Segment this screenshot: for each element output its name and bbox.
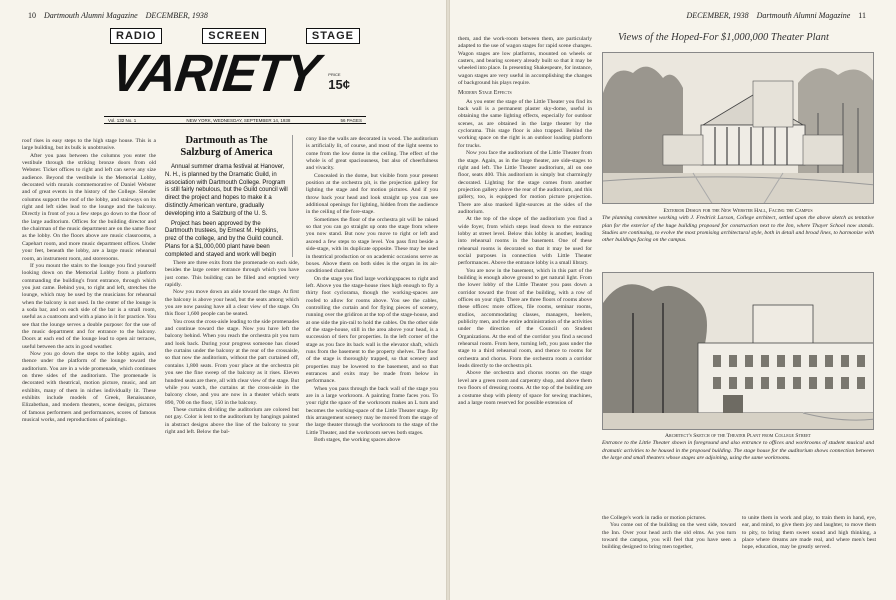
paragraph: If you mount the stairs to the lounge you find yourself looking down on the Memorial Lobby from a platform commanding the building's front entrance, through which you just came. Behind you, to right and left, stretches the lounge, which may be used by the musicians for rehearsal when the balcony is not used. In the center of the lounge is a soda bar, and on each side of the bar is a small room, useful as a coatroom and with a piano in it for practice. You see that the lounge serves a double purpose: for the use of the music department and for entrance to the balcony. Doors at each end of the lounge lead to open air terraces, useful between the acts in good weather.	[22, 262, 156, 350]
left-page	[0, 0, 446, 600]
article-column-2	[165, 260, 299, 598]
price-label: PRICE	[328, 72, 341, 77]
magazine-name: Dartmouth Alumni Magazine	[756, 11, 851, 20]
paragraph: You cross the cross-aisle leading to the side promenades and continue toward the stage. Now you have left the balcony behind. When you reach the orchestra pit you turn and look back. During your progress someone has closed the curtains under the balcony at the rear of the crossaisle, so that now the auditorium, without the part curtained off, contains 1,800 seats. From your place at the orchestra pit you see the fine sweep of the balcony as it rises. Eleven hundred seats are there, all with clear view of the stage. But while you watch, the curtains at the cross-aisle in the balcony close, and you are now in a theater which seats 890, 700 on the floor, 150 in the balcony.	[165, 318, 299, 406]
paragraph: cony line the walls are decorated in wood. The auditorium is artificially lit, of course, and most of the light seems to come from the low dome in the ceiling. The effect of the whole is of great spaciousness, but also of cheerfulness and vivacity.	[306, 136, 438, 172]
exterior-sketch-image	[602, 52, 874, 204]
article-column-5	[602, 515, 736, 597]
issue-date: DECEMBER, 1938	[686, 11, 749, 20]
variety-masthead	[104, 28, 366, 126]
magazine-name: Dartmouth Alumni Magazine	[44, 11, 138, 20]
masthead-dateline	[104, 116, 366, 124]
theater-plant-sketch-image	[602, 272, 874, 430]
paragraph: These curtains dividing the auditorium are colored but not gay. Color is lent to the auditorium by hangings painted in abstract designs above the line of the balcony to your right and left. Below the bal-	[165, 406, 299, 435]
paragraph: Above the orchestra and chorus rooms on the stage level are a green room and carpentry shop, and above them two floors of dressing rooms. At the top of the building are a costume shop with plenty of space for sewing machines, and a large room reserved for possible extension of	[458, 370, 592, 406]
paragraph: Now you face the auditorium of the Little Theater from the stage. Again, as in the large theater, are side-stages to right and left. The Little Theater auditorium, all on one floor, seats 400. This auditorium is simply but charmingly decorated. Lighting for the stage comes from another projection gallery above the rear of the auditorium, and this gallery, too, is equipped for motion picture projection. There are also masked light-sources at the sides of the auditorium.	[458, 150, 592, 215]
variety-logo: VARIETY	[108, 43, 322, 103]
paragraph: to unite them in work and play, to train them in hand, eye, ear, and mind, to give them joy and laughter, to move them to pity, to bring them sweet sound and high thinking, a place where dreams are made real, and where men's best hope, education, may be greatly served.	[742, 515, 876, 551]
paragraph: When you pass through the back wall of the stage you are in a large workroom. A painting frame faces you. To your right the space of the workroom makes an L turn and becomes the working-space of the Little Theater stage. By this arrangement scenery may be moved from the stage of the large theater through the workroom to the stage of the Little Theater, and the workroom serves both stages.	[306, 385, 438, 436]
article-column-1	[22, 138, 156, 598]
tag-screen: SCREEN	[202, 28, 266, 44]
price-value: 15¢	[328, 77, 350, 92]
clipping-paragraph: Annual summer drama festival at Hanover, N. H., is planned by the Dramatic Guild, in association with Dartmouth College. Program is still fairly nebulous, but the Guild council will direct the project and hopes to make it a distinctly American venture, gradually developing into a Salzburg of the U. S.	[165, 164, 288, 217]
page-number: 11	[858, 11, 866, 20]
left-page-header	[22, 11, 208, 20]
caption-body: The planning committee working with J. Fredrick Larson, College architect, settled upon the above sketch as tentative plan for the exterior of the huge building proposed for construction next to the Inn, where Thayer School now stands. Studies are continuing, to evolve the most promising architectural style, both in detail and broad lines, to harmonize with other buildings facing on the campus.	[602, 215, 874, 244]
caption-lead: Architect's Sketch of the Theater Plant from College Street	[665, 433, 811, 439]
paragraph: Concealed in the dome, but visible from your present position at the orchestra pit, is the projection gallery for lighting the stage and for motion pictures. And if you throw back your head and look straight up you can see additional openings for lighting, hidden from the audience in the ceiling of the fore-stage.	[306, 172, 438, 216]
paragraph: Now you move down an aisle toward the stage. At first the balcony is above your head, but the seats among which you are now passing have all a clear view of the stage. On this floor 1,600 people can be seated.	[165, 289, 299, 318]
clipping-paragraph: Project has been approved by the Dartmouth trustees, by Ernest M. Hopkins, prez of the college, and by the Guild council. Plans for a $1,000,000 plant have been completed and stayed and work will begin	[165, 220, 284, 257]
paragraph: them, and the work-room between them, are particularly adapted to the use of wagon stages for rapid scene changes. Wagon stages are low platforms, mounted on wheels or casters, and bearing scenery already built so that it may be wheeled into place. In presenting Shakespeare, for instance, wagon stages are very useful in accomplishing the changes of background his plays require.	[458, 36, 592, 87]
section-heading: Modern Stage Effects	[458, 90, 512, 97]
paragraph: Now you go down the steps to the lobby again, and thence under the platform of the lounge toward the auditorium. You are in a wide promenade, which continues on three sides of the auditorium. The promenade is decorated with theatrical, motion picture, music, and art exhibits, many of them in niches individually lit. These exhibits include models of Greek, Renaissance, Elizabethan, and modern theaters, scene designs, pictures of famous performers and performances, scores of famous musical works, and reproductions of paintings.	[22, 350, 156, 424]
paragraph: As you enter the stage of the Little Theater you find its back wall is a permanent plaster sky-dome, useful in obtaining the same lighting effects, especially for outdoor scenes, as are obtained in the large theater by the cyclorama. This stage floor is also trapped. Behind the working space on the right is an outdoor loading platform for trucks.	[458, 98, 592, 149]
article-column-4	[458, 36, 592, 598]
exterior-sketch-drawing	[603, 53, 874, 204]
paragraph: the College's work in radio or motion pictures.	[602, 515, 707, 521]
variety-clipping	[165, 135, 293, 257]
photo-section-title: Views of the Hoped-For $1,000,000 Theater Plant	[618, 32, 829, 43]
paragraph: You are now in the basement, which in this part of the building is enough above ground to get natural light. From the lower lobby of the Little Theater you pass down a corridor toward the front of the building, with a row of offices on your right. There are three floors of rooms above these offices: more offices, file rooms, seminar rooms, studios, accommodating classes, managers, heelers, publicity men, and the entire administration of the activities under the direction of the Council on Student Organizations. At the end of the corridor you find a second rehearsal room. From here, turning left, you pass under the stage to a third rehearsal room, and thence to rooms for orchestra and chorus. From the orchestra room a corridor leads directly to the orchestra pit.	[458, 267, 592, 370]
right-page-header	[686, 11, 872, 20]
paragraph: There are three exits from the promenade on each side, besides the large center entrance through which you have just come. This building can be filled and emptied very rapidly.	[165, 260, 299, 289]
paragraph: At the top of the slope of the auditorium you find a wide foyer, from which steps lead down to the entrance lobby at street level. Below this lobby is another, leading into rehearsal rooms in the basement. One of these rehearsal rooms is decorated so that it may be used for social purposes in connection with Little Theater performances. Above the entrance lobby is a small library.	[458, 216, 592, 267]
article-column-3	[306, 136, 438, 598]
tag-radio: RADIO	[110, 28, 162, 44]
paragraph: You come out of the building on the west side, toward the Inn. Over your head arch the old elms. As you turn toward the campus, you will feel that you have seen a building designed to bring men together,	[602, 522, 736, 551]
caption-lead: Exterior Design for the New Webster Hall, Facing the Campus	[663, 208, 813, 214]
paragraph: Both stages, the working spaces above	[314, 437, 401, 444]
caption-theater-plant	[602, 433, 874, 462]
volume-number: Vol. 132 No. 1	[108, 117, 137, 123]
issue-date: DECEMBER, 1938	[145, 11, 208, 20]
caption-body: Entrance to the Little Theater shown in foreground and also entrance to offices and workrooms of student musical and dramatic activities to be housed in the proposed building. The stage house for the auditorium shows connection between the large and small theaters whose stages are adjoining, using the same workrooms.	[602, 440, 874, 461]
dateline: NEW YORK, WEDNESDAY, SEPTEMBER 14, 1938	[186, 117, 291, 123]
theater-plant-drawing	[603, 273, 874, 430]
caption-exterior	[602, 208, 874, 244]
price-box	[328, 72, 350, 92]
paragraph: After you pass between the columns you enter the vestibule through the striking bronze doors from old Webster. Ticket offices to right and left can serve any size audience. Beyond the vestibule is the Memorial Lobby, decorated with murals commemorative of Daniel Webster and of great events in the history of the College. Slender columns support the roof of the lobby, and stairways on its right and left sides lead to the lounge and the balcony. Directly in front of you a few steps go down to the floor of the large auditorium. Offices for the building director and the chairman of the music department are on the same floor as the lobby. On the floors above are music classrooms, a Capehart room, and more music department offices. Under your feet, beneath the lobby, are a large music rehearsal room, an instrument room, and storerooms.	[22, 152, 156, 262]
paragraph: On the stage you find large workingspaces to right and left. Above you the stage-house rises high enough to fly a thirty foot cyclorama, though the working-spaces are roofed to allow for rooms above. You see the cables, controlling the curtain and for flying pieces of scenery, running over the gridiron at the top of the stage-house, and at one side the pin-rail to hold the cables. On the other side of the stage-house, still in the area above your head, is a succession of tiers for properties. In the left corner of the stage as you face its back wall is the elevator shaft, which runs from the basement to the property shelves. The floor of the stage is thoroughly trapped, so that scenery and properties may be lowered to the basement, and so that entrances and exits may be made from below in performance.	[306, 275, 438, 385]
paragraph: Sometimes the floor of the orchestra pit will be raised so that you can go straight up onto the stage from where you now stand. But now you move to right or left and ascend a few steps to stage level. You pass first beside a side-stage, with its duplicate opposite. These may be used in theatrical production or on academic occasions serve as boxes. Above them on both sides is the organ in its air-conditioned chamber.	[306, 216, 438, 275]
tag-stage: STAGE	[306, 28, 360, 44]
page-number: 10	[28, 11, 36, 20]
paragraph: roof rises in easy steps to the high stage house. This is a large building, but its bulk is unobtrusive.	[22, 138, 156, 152]
article-column-6	[742, 515, 876, 597]
clipping-headline: Dartmouth as The Salzburg of America	[180, 135, 273, 158]
page-count: 56 PAGES	[340, 117, 362, 123]
